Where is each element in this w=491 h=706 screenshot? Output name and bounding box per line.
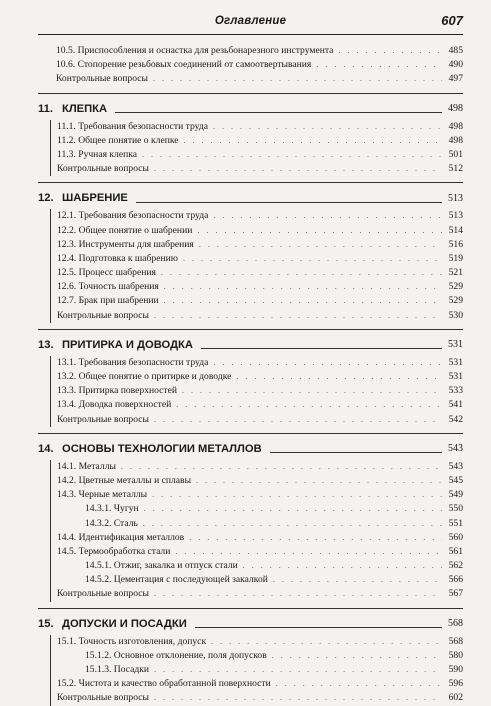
toc-entry-title: Контрольные вопросы <box>56 73 148 85</box>
toc-entry-title: 14.5.1. Отжиг, закалка и отпуск стали <box>85 560 238 572</box>
toc-entry-page: 529 <box>448 295 463 307</box>
toc-entry <box>57 370 463 384</box>
toc-entry-page: 519 <box>448 252 463 264</box>
chapter-title: ОСНОВЫ ТЕХНОЛОГИИ МЕТАЛЛОВ <box>62 442 262 455</box>
chapter-title: ШАБРЕНИЕ <box>62 192 128 205</box>
toc-entry-page: 513 <box>448 210 463 222</box>
toc-entry <box>57 587 463 601</box>
chapter-entries <box>50 356 463 427</box>
dot-leader <box>121 460 442 474</box>
toc-entry-title: 12.1. Требования безопасности труда <box>57 210 209 222</box>
toc-entry-title: 15.1.3. Посадки <box>85 664 150 675</box>
toc-entry <box>57 545 463 559</box>
toc-entry <box>57 384 463 398</box>
toc-entry-page: 550 <box>448 503 463 515</box>
toc-entry-title: 14.3.1. Чугун <box>85 503 139 515</box>
chapter-number: 12. <box>38 192 54 205</box>
dot-leader <box>236 370 442 384</box>
toc-entry-title: 12.3. Инструменты для шабрения <box>57 238 194 250</box>
dot-leader <box>142 148 442 162</box>
running-head-title: Оглавление <box>214 15 287 27</box>
toc-entry-title: 13.4. Доводка поверхностей <box>57 399 172 411</box>
chapter-title: ДОПУСКИ И ПОСАДКИ <box>62 617 187 630</box>
toc-entry-title: 13.2. Общее понятие о притирке и доводке <box>57 371 232 382</box>
toc-entry <box>57 531 463 545</box>
toc-entry <box>38 72 463 86</box>
toc-entry <box>57 356 463 370</box>
toc-entry <box>57 209 463 223</box>
toc-entry-title: 11.2. Общее понятие о клепке <box>57 134 179 146</box>
chapter-page: 498 <box>448 103 463 115</box>
dot-leader <box>153 72 442 86</box>
toc-entry <box>57 649 463 663</box>
dot-leader <box>211 635 442 649</box>
toc-entry-title: 14.1. Металлы <box>57 460 116 472</box>
dot-leader <box>272 649 442 663</box>
toc-entry-page: 529 <box>448 281 463 293</box>
toc-entry-page: 562 <box>448 560 463 572</box>
chapter-rule <box>270 452 442 453</box>
toc-entry-page: 543 <box>448 460 463 472</box>
dot-leader <box>213 120 442 134</box>
toc-entry-page: 549 <box>448 489 463 501</box>
dot-leader <box>164 280 442 294</box>
toc-entry-page: 533 <box>448 385 463 397</box>
chapter-section <box>38 93 463 177</box>
chapter-entries <box>50 460 463 602</box>
dot-leader <box>243 559 442 573</box>
chapter-number: 14. <box>38 442 54 455</box>
toc-entry-page: 498 <box>448 134 463 146</box>
chapter-rule <box>136 202 442 203</box>
chapter-heading <box>38 182 463 209</box>
toc-entry-title: Контрольные вопросы <box>57 413 149 425</box>
page-number: 607 <box>441 13 463 28</box>
toc-entry-title: Контрольные вопросы <box>57 692 149 704</box>
toc-entry <box>57 474 463 488</box>
toc-chapters <box>38 93 463 706</box>
toc-entry <box>57 460 463 474</box>
toc-entry-page: 545 <box>448 474 463 486</box>
chapter-page: 531 <box>448 339 463 351</box>
dot-leader <box>182 384 442 398</box>
toc-entry <box>57 148 463 162</box>
dot-leader <box>154 587 442 601</box>
dot-leader <box>152 488 442 502</box>
toc-entry-page: 551 <box>448 517 463 529</box>
toc-entry-title: 10.6. Стопорение резьбовых соединений от самоотвертывания <box>56 59 312 71</box>
toc-entry-title: 12.4. Подготовка к шабрению <box>57 252 178 264</box>
toc-entry-page: 568 <box>448 635 463 647</box>
toc-entry-page: 530 <box>448 309 463 321</box>
toc-entry-title: 15.1.2. Основное отклонение, поля допусков <box>85 649 267 661</box>
toc-entry-page: 560 <box>448 531 463 543</box>
toc-entry <box>57 120 463 134</box>
toc-entry-title: Контрольные вопросы <box>57 309 149 321</box>
chapter-section <box>38 608 463 706</box>
toc-entry <box>57 224 463 238</box>
chapter-heading <box>38 608 463 635</box>
toc-entry <box>57 134 463 148</box>
chapter-page: 513 <box>448 192 463 204</box>
dot-leader <box>189 531 442 545</box>
dot-leader <box>154 413 442 427</box>
chapter-entries <box>50 209 463 323</box>
chapter-entries <box>50 635 463 706</box>
toc-entry-title: Контрольные вопросы <box>57 588 149 600</box>
toc-entry <box>57 280 463 294</box>
dot-leader <box>154 309 442 323</box>
dot-leader <box>183 252 442 266</box>
toc-entry-title: 14.3. Черные металлы <box>57 489 148 501</box>
dot-leader <box>161 266 442 280</box>
chapter-number: 13. <box>38 338 54 351</box>
toc-entry-title: 11.1. Требования безопасности труда <box>57 120 208 132</box>
dot-leader <box>213 209 442 223</box>
toc-entry <box>57 488 463 502</box>
toc-entry-page: 497 <box>448 73 463 85</box>
toc-entry <box>57 677 463 691</box>
toc-entry <box>57 238 463 252</box>
toc-entry-page: 566 <box>448 574 463 586</box>
dot-leader <box>154 663 442 677</box>
chapter-heading <box>38 433 463 460</box>
toc-entry <box>57 162 463 176</box>
dot-leader <box>316 58 442 72</box>
toc-entry-page: 596 <box>448 678 463 690</box>
toc-entry-title: 12.2. Общее понятие о шабрении <box>57 224 193 236</box>
toc-entry-title: 12.7. Брак при шабрении <box>57 295 159 307</box>
dot-leader <box>276 677 442 691</box>
toc-entry-page: 516 <box>448 238 463 250</box>
toc-entry <box>57 413 463 427</box>
toc-entry-title: 14.3.2. Сталь <box>85 517 138 529</box>
dot-leader <box>175 545 442 559</box>
chapter-heading <box>38 329 463 356</box>
running-head <box>38 12 463 35</box>
dot-leader <box>338 44 442 58</box>
chapter-title: КЛЕПКА <box>62 102 108 115</box>
chapter-title: ПРИТИРКА И ДОВОДКА <box>62 338 193 351</box>
toc-entry-title: 14.2. Цветные металлы и сплавы <box>57 474 192 486</box>
chapter-number: 15. <box>38 617 54 630</box>
toc-entry-title: 12.5. Процесс шабрения <box>57 267 156 279</box>
chapter-rule <box>201 348 442 349</box>
toc-entry-title: 13.3. Притирка поверхностей <box>57 385 178 397</box>
chapter-heading <box>38 93 463 120</box>
dot-leader <box>184 134 442 148</box>
toc-entry <box>57 559 463 573</box>
toc-entry <box>38 58 463 72</box>
toc-entry <box>57 294 463 308</box>
dot-leader <box>213 356 442 370</box>
toc-entry-page: 541 <box>448 399 463 411</box>
toc-entry <box>57 252 463 266</box>
toc-entry-title: 15.2. Чистота и качество обработанной поверхности <box>57 678 271 690</box>
toc-entry-title: 11.3. Ручная клепка <box>57 148 138 160</box>
toc-entry <box>57 266 463 280</box>
chapter-page: 543 <box>448 443 463 455</box>
dot-leader <box>176 398 442 412</box>
chapter-number: 11. <box>38 102 53 115</box>
dot-leader <box>164 294 442 308</box>
toc-entry-title: 14.5.2. Цементация с последующей закалкой <box>85 574 268 586</box>
chapter-rule <box>115 112 442 113</box>
chapter-section <box>38 433 463 602</box>
toc-entry-title: 14.5. Термообработка стали <box>57 545 171 557</box>
toc-entry-page: 542 <box>448 413 463 425</box>
toc-entry <box>57 309 463 323</box>
dot-leader <box>197 224 442 238</box>
chapter-rule <box>195 627 442 628</box>
toc-entry-page: 567 <box>448 588 463 600</box>
toc-entry-page: 514 <box>448 224 463 236</box>
toc-entry <box>57 573 463 587</box>
toc-entry <box>57 635 463 649</box>
dot-leader <box>143 517 442 531</box>
chapter-section <box>38 329 463 427</box>
dot-leader <box>154 691 442 705</box>
toc-entry-title: Контрольные вопросы <box>57 163 149 175</box>
toc-entry-page: 498 <box>448 120 463 132</box>
toc-entry-title: 14.4. Идентификация металлов <box>57 531 185 543</box>
chapter-page: 568 <box>448 618 463 630</box>
toc-entry-page: 561 <box>448 545 463 557</box>
toc-entry <box>57 663 463 677</box>
toc-entry-title: 15.1. Точность изготовления, допуск <box>57 635 207 647</box>
toc-lead-entries <box>38 44 463 87</box>
toc-entry-page: 531 <box>448 371 463 382</box>
toc-entry <box>57 517 463 531</box>
dot-leader <box>199 238 442 252</box>
toc-entry-page: 602 <box>448 692 463 704</box>
toc-entry-page: 531 <box>448 356 463 368</box>
toc-entry-title: 12.6. Точность шабрения <box>57 281 159 293</box>
chapter-entries <box>50 120 463 177</box>
toc-entry-page: 590 <box>448 664 463 675</box>
toc-entry-page: 490 <box>448 59 463 71</box>
toc-entry <box>38 44 463 58</box>
toc-entry-title: 13.1. Требования безопасности труда <box>57 356 209 368</box>
toc-entry <box>57 691 463 705</box>
dot-leader <box>154 162 442 176</box>
toc-entry-page: 512 <box>448 163 463 175</box>
dot-leader <box>144 502 442 516</box>
toc-entry <box>57 502 463 516</box>
dot-leader <box>273 573 442 587</box>
table-of-contents <box>38 44 463 706</box>
toc-entry-page: 580 <box>448 649 463 661</box>
toc-entry <box>57 398 463 412</box>
toc-entry-title: 10.5. Приспособления и оснастка для резьбонарезного инструмента <box>56 45 334 56</box>
dot-leader <box>196 474 442 488</box>
toc-entry-page: 501 <box>448 148 463 160</box>
toc-entry-page: 521 <box>448 267 463 279</box>
chapter-section <box>38 182 463 323</box>
toc-entry-page: 485 <box>448 45 463 56</box>
